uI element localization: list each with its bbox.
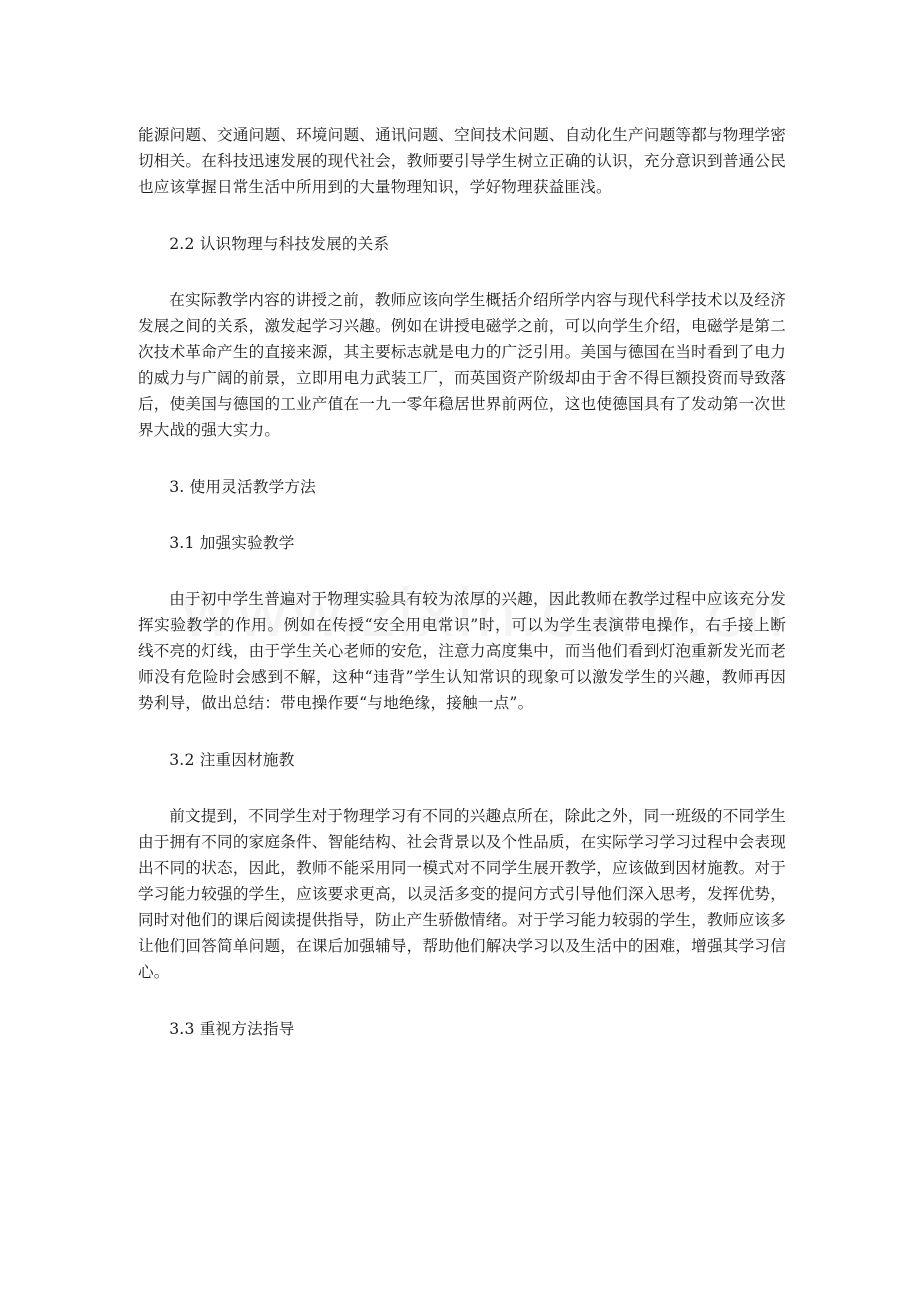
section-3-2-paragraph: 前文提到，不同学生对于物理学习有不同的兴趣点所在，除此之外，同一班级的不同学生由于拥有不同的家庭条件、智能结构、社会背景以及个性品质，在实际学习学习过程中会表现出不同的状态，因此，教师不能采用同一模式对不同学生展开教学，应该做到因材施教。对于学习能力较强的学生，应该要求更高，以灵活多变的提问方式引导他们深入思考，发挥优势，同时对他们的课后阅读提供指导，防止产生骄傲情绪。对于学习能力较弱的学生，教师应该多让他们回答简单问题，在课后加强辅导，帮助他们解决学习以及生活中的困难，增强其学习信心。 xyxy=(138,807,786,981)
section-3-heading: 3. 使用灵活教学方法 xyxy=(169,478,316,496)
section-2-2-paragraph: 在实际教学内容的讲授之前，教师应该向学生概括介绍所学内容与现代科学技术以及经济发展之间的关系，激发起学习兴趣。例如在讲授电磁学之前，可以向学生介绍，电磁学是第二次技术革命产生的直接来源，其主要标志就是电力的广泛引用。美国与德国在当时看到了电力的威力与广阔的前景，立即用电力武装工厂，而英国资产阶级却由于舍不得巨额投资而导致落后，使美国与德国的工业产值在一九一零年稳居世界前两位，这也使德国具有了发动第一次世界大战的强大实力。 xyxy=(138,291,786,439)
intro-continuation-paragraph: 能源问题、交通问题、环境问题、通讯问题、空间技术问题、自动化生产问题等都与物理学密切相关。在科技迅速发展的现代社会，教师要引导学生树立正确的认识，充分意识到普通公民也应该掌握日常生活中所用到的大量物理知识，学好物理获益匪浅。 xyxy=(138,126,786,196)
section-2-2-heading: 2.2 认识物理与科技发展的关系 xyxy=(169,235,390,253)
section-3-1-heading: 3.1 加强实验教学 xyxy=(169,534,295,552)
section-3-2-heading: 3.2 注重因材施教 xyxy=(169,751,295,769)
document-body xyxy=(138,122,786,1042)
section-3-1-paragraph: 由于初中学生普遍对于物理实验具有较为浓厚的兴趣，因此教师在教学过程中应该充分发挥实验教学的作用。例如在传授“安全用电常识”时，可以为学生表演带电操作，右手接上断线不亮的灯线，由于学生关心老师的安危，注意力高度集中，而当他们看到灯泡重新发光而老师没有危险时会感到不解，这种“违背”学生认知常识的现象可以激发学生的兴趣，教师再因势利导，做出总结：带电操作要“与地绝缘，接触一点”。 xyxy=(138,590,786,712)
section-3-3-heading: 3.3 重视方法指导 xyxy=(169,1020,295,1038)
